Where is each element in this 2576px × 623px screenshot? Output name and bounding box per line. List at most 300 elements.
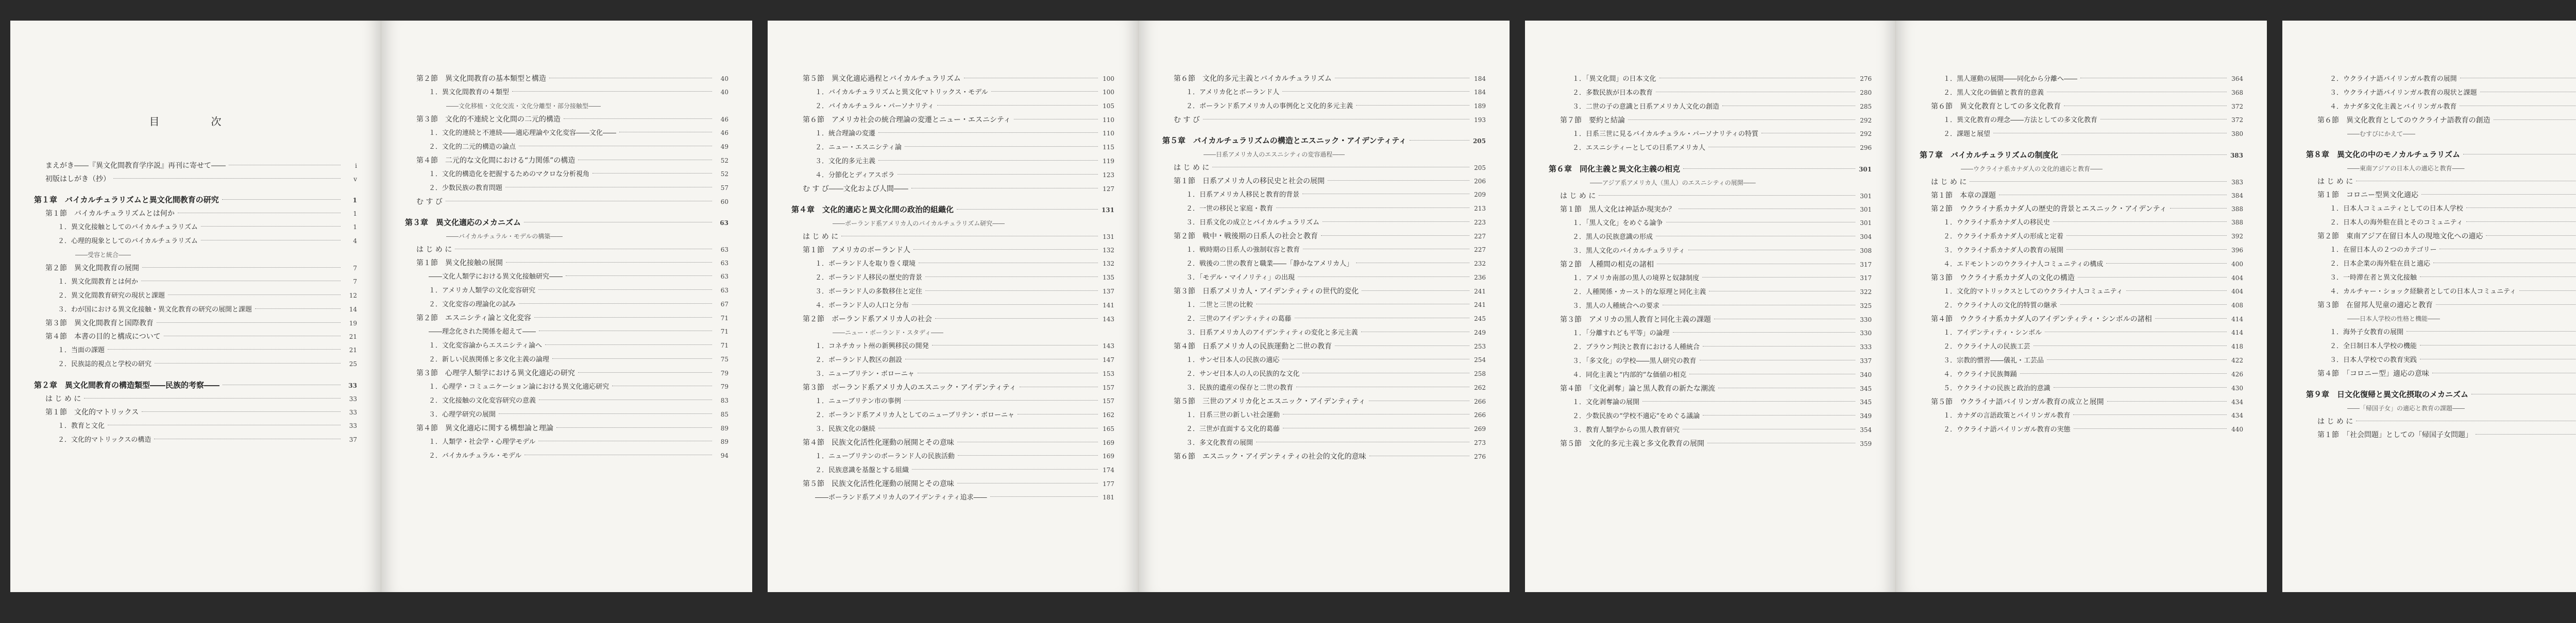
toc-entry-title: は じ め に [416,246,452,254]
toc-entry [1162,188,1486,202]
toc-entry-page: 100 [1103,75,1114,82]
toc-entry-title: 初版はしがき（抄） [45,175,110,183]
toc-page-right [381,21,752,592]
toc-entry-title: ２．一世の移民と家庭・教育 [1186,205,1274,213]
toc-entry-page: 273 [1474,439,1486,446]
toc-entry-page: 60 [720,198,728,205]
toc-entry-title: ３．「多文化」の学校――黒人研究の教育 [1572,357,1697,365]
toc-entry [405,408,728,422]
toc-entry [2306,428,2576,442]
toc-entry-title: 第６節 文化的多元主義とバイカルチュラリズム [1174,75,1332,83]
toc-entry-title: ２．黒人文化の価値と教育的意義 [1943,89,2044,97]
toc-entry [791,326,1114,339]
toc-entry-page: 79 [720,370,728,377]
toc-entry [2306,367,2576,380]
toc-entry-page: 380 [2231,130,2243,137]
toc-entry [1920,368,2243,382]
toc-entry-title: １．日系三世に見るバイカルチュラル・パーソナリティの特質 [1572,130,1759,138]
toc-entry [1920,313,2243,326]
dot-leader [1362,290,1469,291]
toc-entry-page: 33 [349,422,357,429]
toc-entry [791,339,1114,353]
toc-entry-title: ３．わが国における異文化接触・異文化教育の研究の展開と課題 [58,306,252,314]
toc-entry-title: １．アメリカ南部の黒人の境界と奴隷制度 [1572,274,1700,282]
dot-leader [2155,318,2227,319]
dot-leader [2170,208,2227,209]
toc-entry-page: 132 [1103,247,1114,254]
toc-entry [405,339,728,353]
toc-entry [791,381,1114,394]
toc-entry-title: ――東南アジアの日本人の適応と教育―― [2347,165,2465,172]
toc-entry-page: 396 [2231,247,2243,254]
toc-entry [405,449,728,463]
toc-entry [405,154,728,167]
toc-entry-title: ２．三世が直面する文化的葛藤 [1186,425,1280,433]
toc-entry-page: 388 [2231,219,2243,226]
toc-entry [2306,388,2576,402]
book-spread [2282,21,2576,592]
toc-title: 目 次 [149,115,242,128]
toc-entry-page: 110 [1103,130,1114,137]
toc-entry-title: １．「分離すれども平等」の論理 [1572,330,1670,337]
toc-entry-title: ２．バイカルチュラル・モデル [429,452,522,460]
dot-leader [2054,387,2227,388]
toc-entry-title: ――文化移植・文化交流・文化分離型・部分接触型―― [446,102,601,110]
toc-entry-title: ２．文化的二元的構造の論点 [429,143,516,151]
toc-entry [1920,148,2243,162]
toc-entry [34,317,357,330]
toc-entry-title: 第１節 コロニー型異文化適応 [2317,191,2418,199]
toc-entry-page: 1 [353,210,357,217]
toc-entry-title: １．異文化間教育とは何か [58,278,139,286]
toc-entry [1920,299,2243,313]
toc-entry [1920,113,2243,127]
toc-entry-page: 317 [1860,261,1872,268]
toc-entry [1162,113,1486,127]
toc-entry [1920,162,2243,176]
toc-entry-page: 147 [1103,356,1114,364]
toc-entry-title: は じ め に [1174,164,1210,172]
toc-entry [405,167,728,181]
dot-leader [904,400,1098,401]
toc-entry-page: 71 [720,342,728,349]
dot-leader [2420,276,2576,277]
toc-entry-page: 157 [1103,397,1114,405]
toc-entry-title: ――日本人学校の性格と機能―― [2347,315,2441,322]
toc-entry-title: １．戦時期の日系人の強制収容と教育 [1186,246,1300,254]
toc-entry-title: ３．日本人学校での教育実践 [2330,356,2417,364]
toc-entry-title: ２．民族誌的視点と学校の研究 [58,360,152,368]
toc-entry-page: 205 [1472,137,1486,145]
dot-leader [1328,180,1469,181]
dot-leader [566,275,712,276]
toc-entry-title: ――ボーランド系アメリカ人のバイカルチュラリズム研究―― [833,220,1005,227]
toc-entry-page: 165 [1103,425,1114,432]
toc-entry [1920,100,2243,113]
toc-entry [34,193,357,207]
dot-leader [578,372,712,373]
dot-leader [2047,359,2227,360]
toc-entry [34,289,357,303]
toc-entry-title: 第２節 東南アジア在留日本人の現地文化への適応 [2317,232,2483,240]
toc-entry-title: 第３節 異文化間教育と国際教育 [45,319,154,327]
toc-entry [405,243,728,256]
toc-entry [1549,423,1872,437]
toc-entry-title: 第４節 本書の目的と構成について [45,333,161,341]
toc-entry-page: 83 [720,397,728,404]
toc-entry [1162,202,1486,216]
toc-entry-title: ２．少数民族の教育問題 [429,184,503,192]
toc-entry-title: 第４節 「文化剥奪」論と黒人教育の新たな潮流 [1560,385,1715,393]
dot-leader [519,303,712,304]
toc-entry-page: 184 [1474,75,1486,82]
toc-entry-page: 1 [353,223,357,231]
toc-entry [405,72,728,85]
toc-entry [1162,99,1486,113]
toc-entry-title: 第４節 ウクライナ系カナダ人のアイデンティティ・シンボルの諸相 [1931,315,2152,323]
toc-entry-title: ２．エスニシティーとしての日系アメリカ人 [1572,144,1706,152]
toc-entry [1162,161,1486,175]
toc-entry-page: 345 [1860,385,1872,392]
toc-entry-page: 71 [720,328,728,335]
dot-leader [2066,249,2227,250]
toc-entry-title: ２．ウクライナ系カナダ人の形成と定着 [1943,233,2063,240]
toc-entry-page: 63 [720,273,728,280]
toc-entry-page: 434 [2231,399,2243,406]
toc-page-right [1896,21,2267,592]
toc-entry-title: ３．ニューブリテン・ボローニャ [815,370,914,378]
dot-leader [2421,194,2576,195]
toc-entry [405,230,728,243]
toc-entry [34,406,357,419]
toc-entry-title: ２．新しい民族関係と多文化主義の論理 [429,356,550,364]
toc-entry-page: 37 [349,436,357,443]
dot-leader [222,199,341,200]
dot-leader [564,118,712,119]
toc-entry-page: 33 [348,382,357,389]
toc-entry-title: １．文化変容論からエスニシティ論へ [429,342,542,350]
dot-leader [925,290,1098,291]
toc-entry-title: 第６節 エスニック・アイデンティティの社会的文化的意味 [1174,453,1366,461]
toc-entry-page: 241 [1474,301,1486,308]
toc-entry-page: 372 [2231,103,2243,110]
toc-entry [1920,202,2243,216]
toc-entry-page: 276 [1860,75,1872,82]
toc-entry [34,207,357,220]
toc-entry-title: 第５節 文化的多元主義と多文化教育の展開 [1560,440,1704,448]
toc-entry-page: 384 [2231,192,2243,199]
toc-entry [2306,188,2576,202]
toc-entry [405,422,728,435]
toc-entry-title: 第３節 文化的不連続と文化間の二元的構造 [416,115,561,124]
toc-entry [1920,395,2243,409]
toc-entry-title: 第５節 ウクライナ語バイリンガル教育の成立と展開 [1931,398,2104,406]
toc-entry [2306,285,2576,299]
toc-entry-title: ３．一時滞在者と異文化接触 [2330,274,2417,282]
toc-entry-title: ２．日本人の海外駐在員とそのコミュニティ [2330,219,2463,227]
toc-entry [791,217,1114,230]
toc-entry-page: 132 [1103,260,1114,267]
toc-entry [791,113,1114,127]
toc-entry-page: 330 [1860,330,1872,337]
dot-leader [592,173,712,174]
toc-entry-page: 157 [1103,384,1114,391]
toc-entry [791,85,1114,99]
toc-entry-title: ３．二世の子の意識と日系アメリカ人文化の創造 [1572,103,1720,111]
toc-entry [2306,127,2576,141]
toc-entry [1920,326,2243,340]
toc-entry [1549,409,1872,423]
toc-entry [791,367,1114,381]
toc-entry-page: 57 [720,184,728,192]
toc-entry-page: 143 [1103,316,1114,323]
dot-leader [2519,290,2576,291]
toc-entry [2306,230,2576,243]
toc-entry-page: 94 [720,452,728,459]
toc-entry [1549,285,1872,299]
toc-entry-page: 79 [720,383,728,390]
toc-entry [791,353,1114,367]
toc-entry-page: 153 [1103,370,1114,377]
toc-entry-page: 123 [1103,171,1114,179]
toc-entry-page: 141 [1103,302,1114,309]
toc-entry [791,230,1114,244]
dot-leader [1410,140,1469,141]
toc-entry-title: ――文化人類学における異文化接触研究―― [429,273,563,281]
toc-entry-page: 33 [349,409,357,416]
toc-entry [791,244,1114,257]
toc-entry-page: 14 [349,306,357,313]
dot-leader [2126,290,2227,291]
toc-entry-title: ２．ウクライナ語バイリンガル教育の実態 [1943,426,2071,434]
toc-entry-page: 25 [349,360,357,368]
toc-entry-page: 213 [1474,205,1486,212]
toc-entry [1162,243,1486,257]
dot-leader [1683,168,1855,169]
toc-entry [1549,299,1872,313]
toc-entry-page: 426 [2231,371,2243,378]
dot-leader [1282,91,1469,92]
toc-entry-page: 75 [720,356,728,363]
toc-entry [1162,148,1486,161]
toc-entry [405,298,728,312]
dot-leader [1335,345,1469,346]
toc-entry [1549,162,1872,176]
toc-entry [791,422,1114,436]
toc-entry-title: 第４節 民族文化活性化運動の展開とその意味 [803,439,954,447]
toc-entry-title: 第３節 心理学人類学における異文化適応の研究 [416,369,575,377]
dot-leader [2074,428,2227,429]
toc-entry-title: １．人類学・社会学・心理学モデル [429,438,536,446]
toc-entry-title: は じ め に [2317,178,2353,186]
toc-page-left [10,21,381,592]
toc-entry-title: １．心理学・コミュニケーション論における異文化適応研究 [429,383,609,391]
toc-entry-title: 第１節 日系アメリカ人の移民史と社会の展開 [1174,177,1325,185]
toc-entry [1549,189,1872,203]
toc-entry-title: １．「異文化間」の日本文化 [1572,75,1656,83]
toc-entry [405,85,728,99]
toc-entry-page: 304 [1860,233,1872,240]
toc-entry-page: 169 [1103,453,1114,460]
toc-entry-title: １．アメリカ化とボーランド人 [1186,89,1280,96]
dot-leader [912,469,1098,470]
toc-entry-page: 4 [353,237,357,245]
toc-entry-title: 第１節 本章の課題 [1931,192,1996,200]
toc-entry-title: １．アメリカ人類学の文化変容研究 [429,287,536,295]
toc-entry [405,113,728,126]
toc-entry [2306,86,2576,100]
toc-entry-title: ３．日系アメリカ人のアイデンティティの変化と多元主義 [1186,329,1358,337]
book-spread [768,21,1510,592]
toc-entry-title: 第１節 異文化接触の展開 [416,259,503,267]
toc-page-right [1139,21,1510,592]
dot-leader [913,249,1098,250]
toc-entry [791,285,1114,299]
toc-entry [2306,100,2576,114]
toc-entry-title: １．文化剥奪論の展開 [1572,399,1640,406]
toc-entry [1162,395,1486,408]
toc-entry-title: 第６節 異文化教育としての多文化教育 [1931,102,2061,111]
dot-leader [958,455,1098,456]
toc-entry-page: 19 [349,320,357,327]
toc-entry-page: 383 [2231,179,2243,186]
toc-entry [1162,175,1486,188]
dot-leader [1323,221,1469,222]
toc-entry-title: １．在留日本人の２つのカテゴリー [2330,246,2437,254]
toc-entry [1920,216,2243,230]
toc-entry-page: 21 [349,333,357,340]
toc-entry-title: ２．異文化間教育研究の現状と課題 [58,292,165,300]
toc-entry-page: 392 [2231,233,2243,240]
toc-entry [791,299,1114,313]
toc-entry-title: ２．三世のアイデンティティの葛藤 [1186,315,1292,323]
toc-entry [791,127,1114,141]
toc-entry [405,394,728,408]
dot-leader [552,358,712,359]
dot-leader [1642,401,1855,402]
toc-entry-page: 414 [2231,316,2243,323]
toc-entry-title: 第５節 異文化適応過程とバイカルチュラリズム [803,75,961,83]
toc-entry-page: 137 [1103,288,1114,295]
toc-entry-page: 364 [2231,75,2243,82]
toc-entry [1549,72,1872,86]
toc-entry-page: 7 [353,278,357,285]
toc-entry [2306,148,2576,162]
toc-entry [1162,367,1486,381]
toc-entry-title: 第９章 日文化復帰と異文化摂取のメカニズム [2306,390,2469,399]
toc-entry-page: 345 [1860,399,1872,406]
toc-entry-page: 254 [1474,356,1486,364]
toc-entry-page: 292 [1860,130,1872,137]
toc-entry [1549,258,1872,271]
toc-entry-title: ――日系アメリカ人のエスニシティの変容過程―― [1204,151,1345,158]
toc-entry [1162,353,1486,367]
toc-entry-title: は じ め に [45,395,81,403]
toc-entry-title: １．サンゼ日本人の民族の適応 [1186,356,1280,364]
dot-leader [1702,277,1855,278]
toc-entry [405,256,728,270]
toc-entry-title: １．文化的連続と不連続――適応理論や文化変容――文化―― [429,129,617,137]
toc-entry [1920,244,2243,257]
dot-leader [2106,263,2227,264]
toc-entry-title: 第１節 黒人文化は神話か現実か？ [1560,205,1675,214]
toc-entry-page: 85 [720,411,728,418]
toc-entry-title: 第３節 日系アメリカ人・アイデンティティの世代的変化 [1174,287,1359,296]
toc-entry-title: ４．ウクライナ民族舞踊 [1943,371,2017,378]
toc-entry-page: 209 [1474,191,1486,198]
toc-entry-page: 174 [1103,466,1114,474]
toc-entry-title: ２．ブラウン判決と教育における人種統合 [1572,343,1700,351]
dot-leader [2073,414,2227,415]
dot-leader [2476,434,2576,435]
toc-entry-title: 第１節 バイカルチュラリズムとは何か [45,210,175,218]
toc-entry-title: ２．文化変容の理論化の試み [429,301,516,308]
toc-entry [2306,175,2576,188]
toc-entry-page: 63 [720,287,728,294]
toc-entry-page: 372 [2231,116,2243,124]
dot-leader [1276,207,1469,208]
toc-entry-title: は じ め に [1931,178,1967,186]
toc-entry [34,248,357,262]
dot-leader [925,276,1098,277]
toc-entry [405,99,728,113]
toc-entry-title: １．日系三世の新しい社会運動 [1186,411,1280,419]
toc-entry-title: ５．ウクライナの民族と政治的意識 [1943,385,2050,392]
toc-entry-page: 368 [2231,89,2243,96]
toc-entry-page: 193 [1474,116,1486,124]
toc-entry-title: は じ め に [1560,192,1596,200]
toc-entry-page: 12 [349,292,357,299]
toc-entry-title: 第２節 人種間の相克の諸相 [1560,261,1654,269]
toc-entry-page: 325 [1860,302,1872,309]
toc-entry [34,419,357,433]
toc-entry-title: 第２章 異文化間教育の構造類型――民族的考察―― [34,380,220,390]
toc-entry-title: ――ボーランド系アメリカ人のアイデンティティ追求―― [815,494,987,501]
toc-entry [791,408,1114,422]
toc-entry [1162,285,1486,298]
dot-leader [2406,331,2576,332]
toc-entry-page: 404 [2231,274,2243,282]
toc-entry [791,141,1114,154]
toc-entry [791,203,1114,217]
toc-entry [1162,450,1486,463]
toc-entry-page: v [353,176,357,183]
dot-leader [912,304,1098,305]
toc-entry-title: １．異文化間教育の４類型 [429,89,510,96]
toc-entry-title: 第１節 文化的マトリックス [45,408,139,417]
toc-entry [791,72,1114,85]
toc-entry-page: 181 [1103,494,1114,501]
dot-leader [534,317,712,318]
toc-entry [34,275,357,289]
toc-entry [1162,72,1486,85]
toc-entry [791,257,1114,271]
toc-entry-page: 162 [1103,411,1114,419]
toc-entry-page: 337 [1860,357,1872,365]
dot-leader [556,427,712,428]
toc-entry-page: 46 [720,116,728,123]
toc-entry-page: 206 [1474,178,1486,185]
toc-entry-title: ３．ウクライナ語バイリンガル教育の現状と課題 [2330,89,2477,97]
book-spread [10,21,752,592]
toc-entry [1162,326,1486,340]
toc-entry-page: 63 [720,219,728,227]
toc-entry-page: 119 [1103,158,1114,165]
toc-entry-page: 258 [1474,370,1486,377]
toc-entry-title: ――アジア系アメリカ人（黒人）のエスニシティの展開―― [1590,179,1756,186]
dot-leader [506,262,712,263]
toc-entry-page: 276 [1474,453,1486,460]
